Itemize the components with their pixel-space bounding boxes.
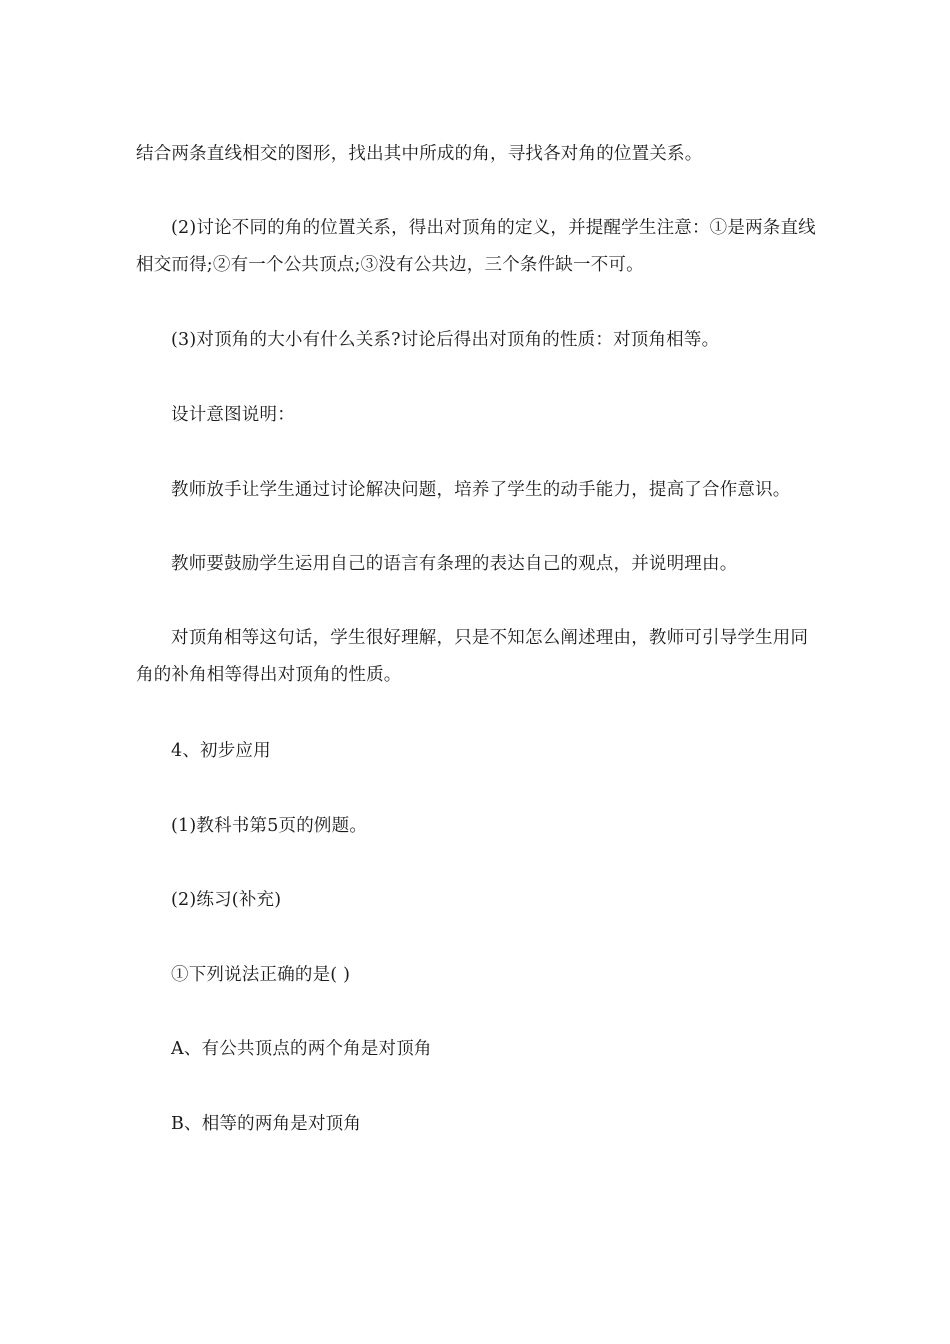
paragraph-7: 对顶角相等这句话，学生很好理解，只是不知怎么阐述理由，教师可引导学生用同角的补角相等得出对顶角的性质。 [136,628,809,685]
paragraph-3: (3)对顶角的大小有什么关系?讨论后得出对顶角的性质：对顶角相等。 [171,330,720,350]
paragraph-6: 教师要鼓励学生运用自己的语言有条理的表达自己的观点，并说明理由。 [171,554,738,574]
paragraph-11: ①下列说法正确的是( ) [171,965,351,985]
paragraph-12: A、有公共顶点的两个角是对顶角 [171,1039,432,1059]
paragraph-2: (2)讨论不同的角的位置关系，得出对顶角的定义，并提醒学生注意：①是两条直线相交而得;②有一个公共顶点;③没有公共边，三个条件缺一不可。 [136,218,816,275]
paragraph-10: (2)练习(补充) [171,890,282,910]
paragraph-8: 4、初步应用 [171,741,271,761]
paragraph-4: 设计意图说明： [171,405,295,425]
paragraph-13: B、相等的两角是对顶角 [171,1114,362,1134]
paragraph-5: 教师放手让学生通过讨论解决问题，培养了学生的动手能力，提高了合作意识。 [171,480,791,500]
paragraph-1: 结合两条直线相交的图形，找出其中所成的角，寻找各对角的位置关系。 [136,144,703,164]
paragraph-9: (1)教科书第5页的例题。 [171,816,368,836]
